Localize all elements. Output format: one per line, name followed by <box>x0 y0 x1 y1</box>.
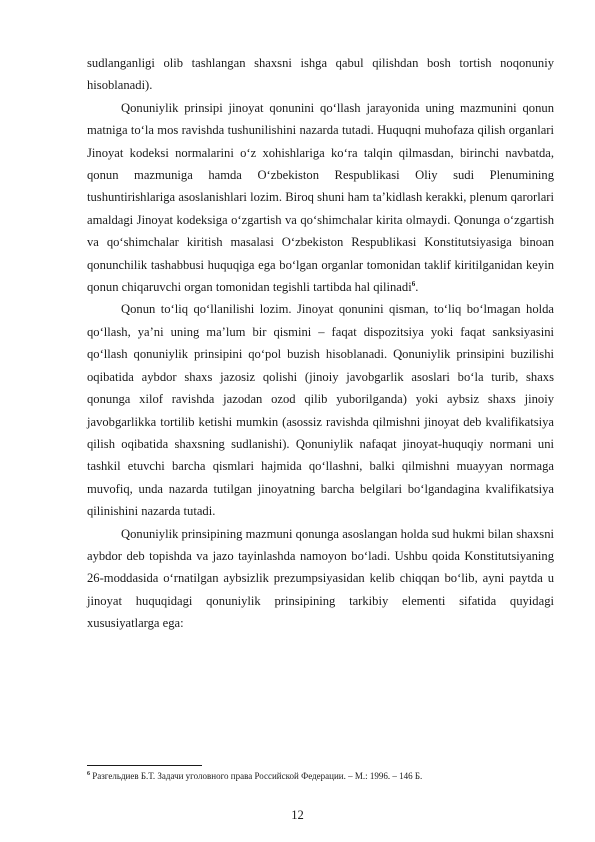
paragraph-text: Qonuniylik prinsipi jinoyat qonunini qo‘llash jarayonida uning mazmunini qonun matniga to‘la mos ravishda tushunilishini nazarda tutadi. Huquqni muhofaza qilish organlari Jinoyat kodeksi normalarini o‘z xohishlariga ko‘ra talqin qilmasdan, birinchi navbatda, qonun mazmuniga hamda O‘zbekiston Respublikasi Oliy sudi Plenumining tushuntirishlariga asoslanishlari lozim. Biroq shuni ham ta’kidlash kerakki, plenum qarorlari amaldagi Jinoyat kodeksiga o‘zgartish va qo‘shimchalar kirita olmaydi. Qonunga o‘zgartish va qo‘shimchalar kiritish masalasi O‘zbekiston Respublikasi Konstitutsiyasiga binoan qonunchilik tashabbusi huquqiga ega bo‘lgan organlar tomonidan taklif kiritilganidan keyin qonun chiqaruvchi organ tomonidan tegishli tartibda hal qilinadi <box>87 100 554 295</box>
footnote-text: Разгельдиев Б.Т. Задачи уголовного права Российской Федерации. – М.: 1996. – 146 Б. <box>92 771 423 781</box>
footnote-reference[interactable]: 6 <box>411 279 416 288</box>
paragraph-continuation: sudlanganligi olib tashlangan shaxsni ishga qabul qilishdan bosh tortish noqonuniy hisoblanadi). <box>87 56 554 93</box>
footnote <box>87 770 554 782</box>
paragraph-legality-interpretation <box>87 97 554 299</box>
footnote-divider <box>87 765 202 766</box>
page-body <box>87 52 554 635</box>
footnote-ref-period: . <box>415 280 419 295</box>
page-number: 12 <box>291 808 304 822</box>
paragraph-full-application: Qonun to‘liq qo‘llanilishi lozim. Jinoyat qonunini qisman, to‘liq bo‘lmagan holda qo‘llash, ya’ni uning ma’lum bir qismini – faqat dispozitsiya yoki faqat sanksiyasini qo‘llash qonuniylik prinsipini qo‘pol buzish hisoblanadi. Qonuniylik prinsipini buzilishi oqibatida aybdor shaxs jazosiz qolishi (jinoiy javobgarlik asoslari bo‘la turib, shaxs qonunga xilof ravishda jazodan ozod qilib yuborilganda) yoki aybsiz shaxs jinoiy javobgarlikka tortilib ketishi mumkin (asossiz ravishda qilmishni jinoyat deb kvalifikatsiya qilish oqibatida shaxsning sudlanishi). Qonuniylik nafaqat jinoyat-huquqiy normani uni tashkil etuvchi barcha qismlari hajmida qo‘llashni, balki qilmishni muayyan normaga muvofiq, unda nazarda tutilgan jinoyatning barcha belgilari bo‘lgandagina kvalifikatsiya qilinishini nazarda tutadi. <box>87 302 554 519</box>
paragraph-court-verdict: Qonuniylik prinsipining mazmuni qonunga asoslangan holda sud hukmi bilan shaxsni aybdor deb topishda va jazo tayinlashda namoyon bo‘ladi. Ushbu qoida Konstitutsiyaning 26-moddasida o‘rnatilgan aybsizlik prezumpsiyasidan kelib chiqqan bo‘lib, ayni paytda u jinoyat huquqidagi qonuniylik prinsipining tarkibiy elementi sifatida quyidagi xususiyatlarga ega: <box>87 526 554 631</box>
footnote-marker: 6 <box>87 771 90 777</box>
